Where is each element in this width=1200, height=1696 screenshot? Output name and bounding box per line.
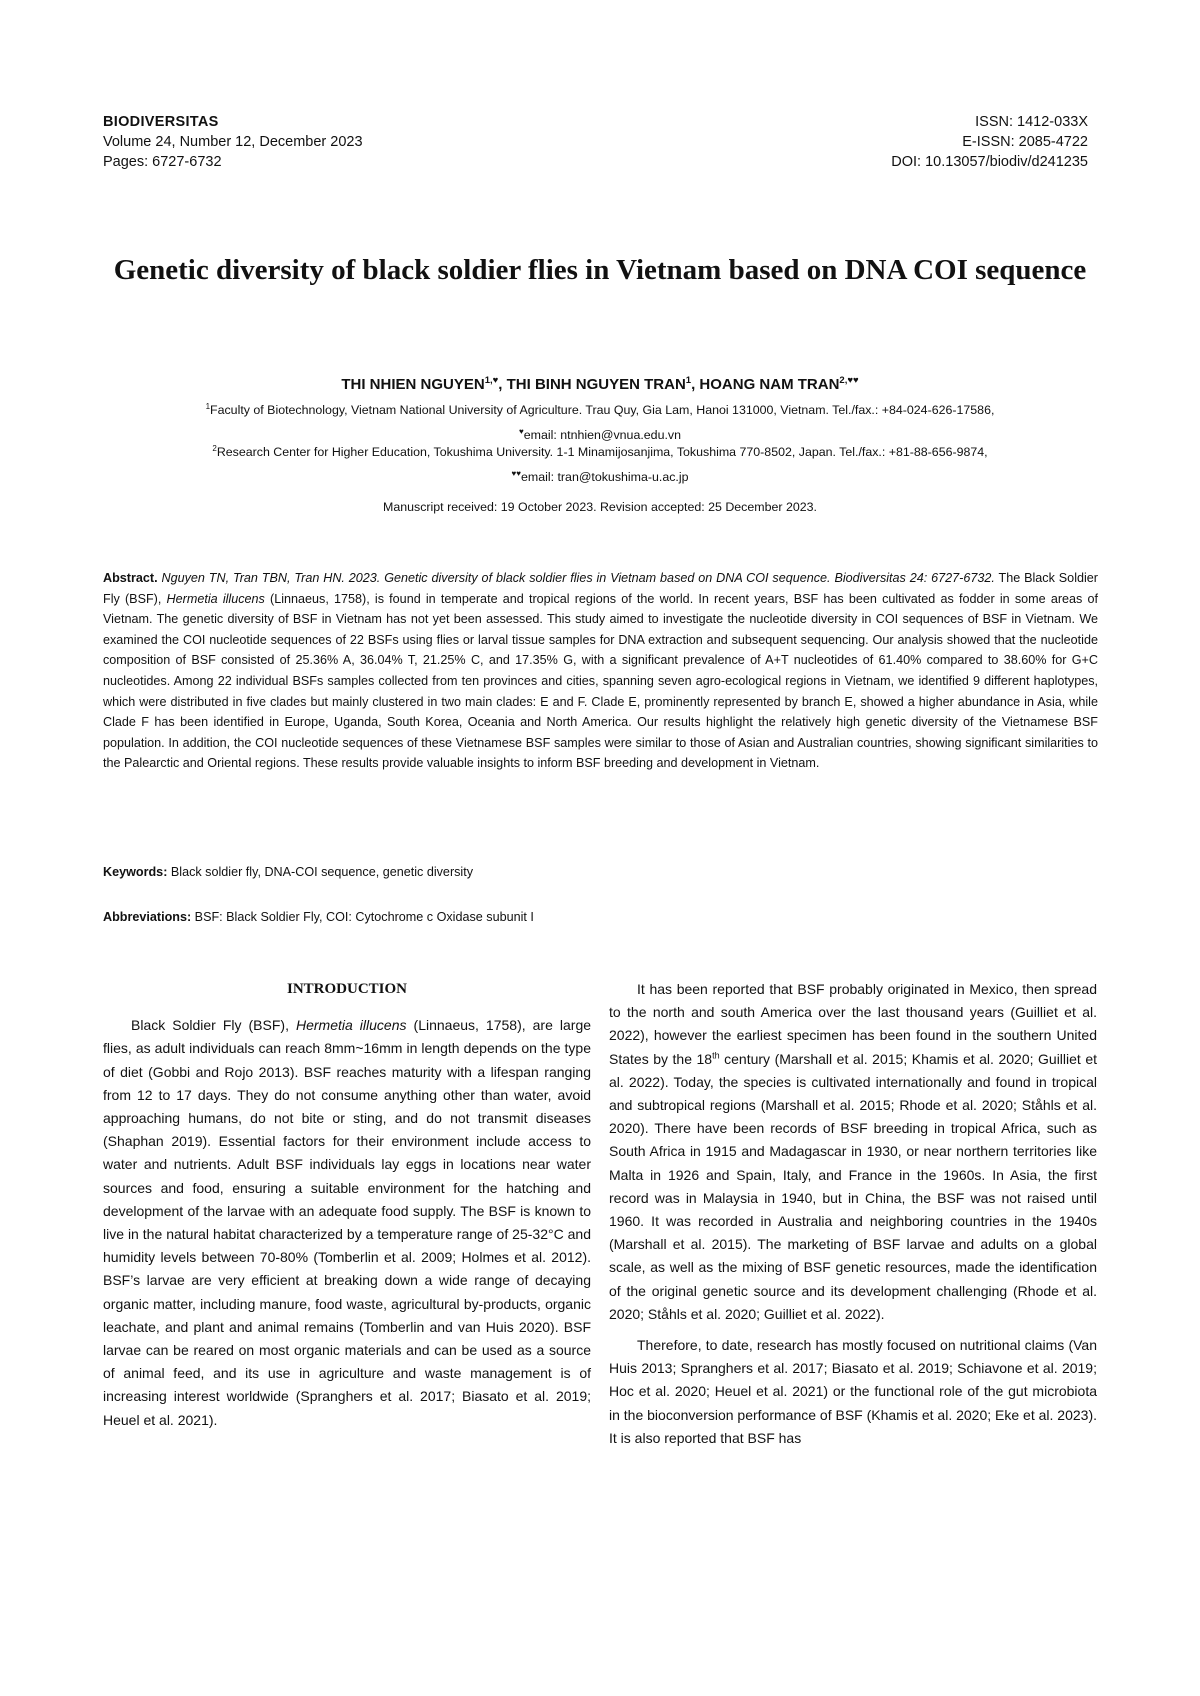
- intro-p1-text-a: Black Soldier Fly (BSF),: [131, 1017, 289, 1034]
- intro-paragraph-1: [103, 1014, 591, 1432]
- keywords-text: Black soldier fly, DNA-COI sequence, genetic diversity: [170, 865, 474, 879]
- author-1-mark: 1,♥: [484, 375, 499, 386]
- intro-paragraph-2: [609, 978, 1097, 1326]
- journal-pages: Pages: 6727-6732: [103, 154, 222, 170]
- journal-volume: Volume 24, Number 12, December 2023: [103, 134, 363, 150]
- manuscript-dates: Manuscript received: 19 October 2023. Revision accepted: 25 December 2023.: [383, 500, 817, 514]
- affiliation-1-mark: 1: [205, 402, 211, 411]
- body-column-left: [103, 978, 591, 1432]
- author-list: [110, 375, 1090, 393]
- abbreviations-text: BSF: Black Soldier Fly, COI: Cytochrome c Oxidase subunit I: [194, 910, 534, 924]
- intro-p2-sup: th: [712, 1049, 720, 1060]
- body-column-right: [609, 978, 1097, 1450]
- affiliation-1-text: Faculty of Biotechnology, Vietnam National University of Agriculture. Trau Quy, Gia Lam, Hanoi 131000, Vietnam. Tel./fax.: +84-024-626-17586,: [210, 403, 995, 418]
- author-3: HOANG NAM TRAN: [699, 376, 840, 393]
- section-heading-introduction: INTRODUCTION: [286, 981, 407, 997]
- intro-p2-text-b: century (Marshall et al. 2015; Khamis et al. 2020; Guilliet et al. 2022). Today, the species is cultivated internationally and found in tropical and subtropical regions (Marshall et al. 2015; Rhode et al. 2020; Ståhls et al. 2020). There have been records of BSF breeding in tropical Africa, such as South Africa in 1915 and Madagascar in 1930, or near northern territories like Malta in 1926 and Spain, Italy, and France in the 1960s. In Asia, the first record was in Malaysia in 1940, but in China, the BSF was not raised until 1960. It was recorded in Australia and neighboring countries in the 1940s (Marshall et al. 2015). The marketing of BSF larvae and adults on a global scale, as well as the mixing of BSF genetic resources, made the identification of the original genetic source and its development challenging (Rhode et al. 2020; Ståhls et al. 2020; Guilliet et al. 2022).: [609, 1050, 1098, 1322]
- author-2: THI BINH NGUYEN TRAN: [506, 376, 686, 393]
- email-2-mark: ♥♥: [511, 469, 521, 479]
- author-1: THI NHIEN NGUYEN: [341, 376, 485, 393]
- abstract-citation: Nguyen TN, Tran TBN, Tran HN. 2023. Genetic diversity of black soldier flies in Vietnam based on DNA COI sequence. Biodiversitas 24: 6727-6732.: [161, 571, 995, 585]
- keywords: [103, 865, 1098, 879]
- author-separator: ,: [691, 376, 700, 393]
- affiliation-2: [110, 438, 1090, 488]
- abstract-text-1: The Black Soldier Fly (BSF),: [103, 571, 1098, 606]
- affiliation-2-text: Research Center for Higher Education, Tokushima University. 1-1 Minamijosanjima, Tokushima 770-8502, Japan. Tel./fax.: +81-88-656-9874,: [216, 445, 988, 460]
- abstract-label: Abstract.: [103, 571, 158, 585]
- email-1[interactable]: email: ntnhien@vnua.edu.vn: [523, 428, 681, 443]
- abbreviations: [103, 910, 1098, 924]
- abstract-text-2: (Linnaeus, 1758), is found in temperate and tropical regions of the world. In recent years, BSF has been cultivated as fodder in some areas of Vietnam. The genetic diversity of BSF in Vietnam has not yet been assessed. This study aimed to investigate the nucleotide diversity in COI sequences of BSF in Vietnam. We examined the COI nucleotide sequences of 22 BSFs using flies or larval tissue samples for DNA extraction and subsequent sequencing. Our analysis showed that the nucleotide composition of BSF consisted of 25.36% A, 36.04% T, 21.25% C, and 17.35% G, with a significant prevalence of A+T nucleotides of 61.40% compared to 38.60% for G+C nucleotides. Among 22 individual BSFs samples collected from ten provinces and cities, spanning seven agro-ecological regions in Vietnam, we identified 9 different haplotypes, which were distributed in five clades but mainly clustered in two main clades: E and F. Clade E, prominently represented by branch E, showed a higher abundance in Asia, while Clade F has been identified in Europe, Uganda, South Korea, Oceania and North America. Our results highlight the relatively high genetic diversity of the Vietnamese BSF population. In addition, the COI nucleotide sequences of these Vietnamese BSF samples were similar to those of Asian and Australian countries, showing significant similarities to the Palearctic and Oriental regions. These results provide valuable insights to inform BSF breeding and development in Vietnam.: [103, 591, 1099, 771]
- email-1-mark: ♥: [519, 427, 524, 437]
- eissn: E-ISSN: 2085-4722: [962, 134, 1088, 150]
- intro-p1-species: Hermetia illucens: [296, 1017, 407, 1034]
- email-2[interactable]: email: tran@tokushima-u.ac.jp: [520, 470, 689, 485]
- keywords-label: Keywords:: [103, 865, 168, 879]
- issn: ISSN: 1412-033X: [975, 114, 1088, 130]
- intro-p1-text-b: (Linnaeus, 1758), are large flies, as adult individuals can reach 8mm~16mm in length depends on the type of diet (Gobbi and Rojo 2013). BSF reaches maturity with a lifespan ranging from 12 to 17 days. They do not consume anything other than water, avoid approaching humans, do not bite or sting, and do not transmit diseases (Shaphan 2019). Essential factors for their environment include access to water and nutrients. Adult BSF individuals lay eggs in locations near water sources and food, ensuring a suitable environment for the hatching and development of the larvae with an adequate food supply. The BSF is known to live in the natural habitat characterized by a temperature range of 25-32°C and humidity levels between 70-80% (Tomberlin et al. 2009; Holmes et al. 2012). BSF’s larvae are very efficient at breaking down a wide range of decaying organic matter, including manure, food waste, agricultural by-products, organic leachate, and plant and animal remains (Tomberlin and van Huis 2020). BSF larvae can be reared on most organic materials and can be used as a source of animal feed, and its use in agriculture and waste management is of increasing interest worldwide (Spranghers et al. 2017; Biasato et al. 2019; Heuel et al. 2021).: [103, 1017, 592, 1428]
- intro-p2-text-a: It has been reported that BSF probably originated in Mexico, then spread to the north and south America over the last thousand years (Guilliet et al. 2022), however the earliest specimen has been found in the southern United States by the 18: [609, 981, 1097, 1067]
- author-2-mark: 1: [685, 375, 692, 386]
- abbreviations-label: Abbreviations:: [103, 910, 192, 924]
- journal-name: BIODIVERSITAS: [103, 114, 219, 130]
- affiliation-2-mark: 2: [212, 444, 217, 453]
- article-title: Genetic diversity of black soldier flies in Vietnam based on DNA COI sequence: [113, 254, 1087, 286]
- journal-header-right: [668, 112, 1088, 172]
- author-3-mark: 2,♥♥: [839, 375, 859, 386]
- journal-header-left: [103, 112, 523, 172]
- doi: DOI: 10.13057/biodiv/d241235: [891, 154, 1088, 170]
- abstract: [103, 568, 1098, 774]
- author-separator: ,: [498, 376, 507, 393]
- intro-paragraph-3: Therefore, to date, research has mostly focused on nutritional claims (Van Huis 2013; Spranghers et al. 2017; Biasato et al. 2019; Schiavone et al. 2019; Hoc et al. 2020; Heuel et al. 2021) or the functional role of the gut microbiota in the bioconversion performance of BSF (Khamis et al. 2020; Eke et al. 2023). It is also reported that BSF has: [609, 1337, 1097, 1446]
- abstract-species: Hermetia illucens: [166, 591, 265, 606]
